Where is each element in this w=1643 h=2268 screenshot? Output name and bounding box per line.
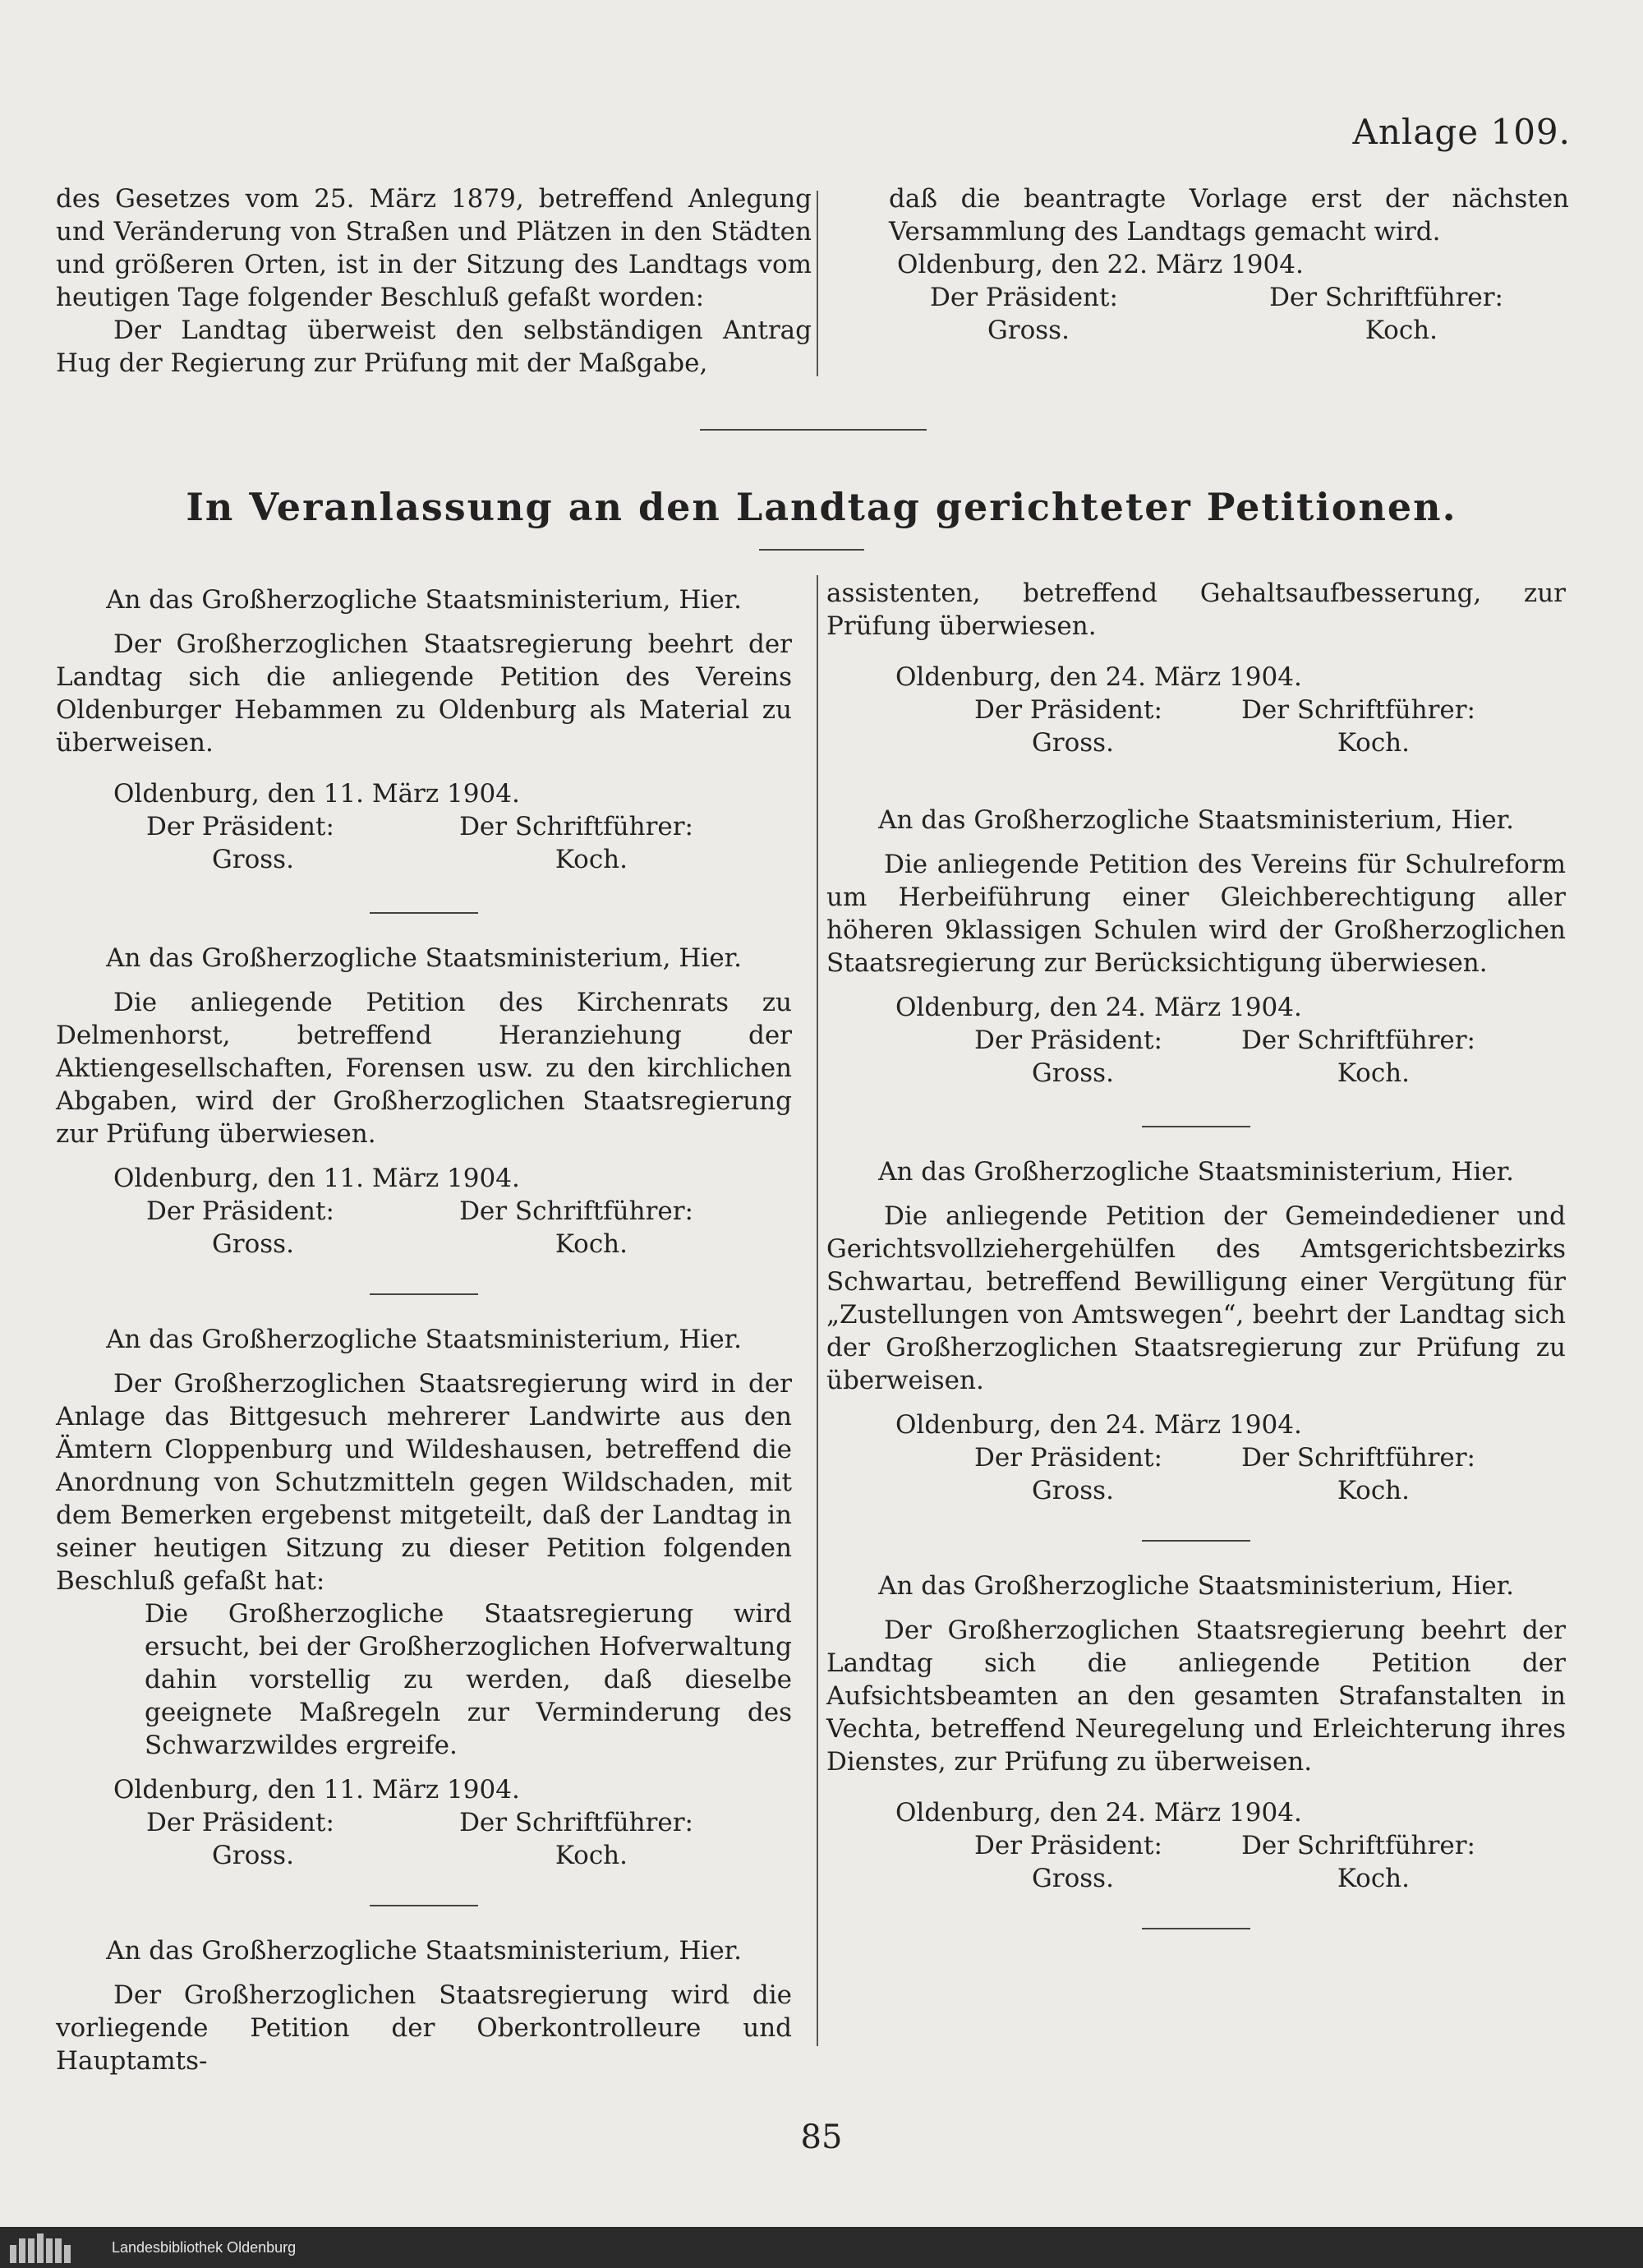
petition-body: Die anliegende Petition des Vereins für Schulreform um Herbeiführung einer Gleichberechtigung aller höheren 9klassigen Schulen wird der Großherzoglichen Staatsregierung zur Berücksichtigung überwiesen. [826,850,1566,978]
secretary-label: Der Schriftführer: [1241,695,1475,725]
top-left-paragraph-2: Der Landtag überweist den selbständigen Antrag Hug der Regierung zur Prüfung mit der Maßgabe, [56,316,812,378]
signature-names [826,1474,1566,1507]
top-right-paragraph: daß die beantragte Vorlage erst der nächsten Versammlung des Landtags gemacht wird. [889,184,1569,247]
petition-separator [1142,1928,1250,1929]
president-label: Der Präsident: [930,283,1118,312]
petition-separator [370,912,478,914]
president-name: Gross. [1032,1058,1114,1088]
signature-names [826,726,1566,759]
petition-date: Oldenburg, den 24. März 1904. [895,662,1302,692]
library-name: Landesbibliothek Oldenburg [112,2238,297,2256]
section-title: In Veranlassung an den Landtag gerichteter Petitionen. [186,485,1457,529]
signature-names [56,1228,792,1261]
secretary-name: Koch. [1337,1058,1410,1088]
president-name: Gross. [212,1841,294,1870]
address-line: An das Großherzogliche Staatsministerium, Hier. [106,585,742,615]
petition-date: Oldenburg, den 11. März 1904. [113,1164,520,1193]
title-rule [759,549,864,551]
secretary-label: Der Schriftführer: [1241,1443,1475,1473]
signature-names [826,1057,1566,1090]
top-column-divider [817,191,818,376]
top-right-column [889,182,1569,347]
column-divider [817,575,818,2046]
top-signature-names [889,314,1569,347]
signature-names [56,1839,792,1872]
secretary-name: Koch. [1337,1864,1410,1893]
secretary-label: Der Schriftführer: [459,1808,693,1837]
secretary-name: Koch. [555,845,628,874]
resolution-quote: Die Großherzogliche Staatsregierung wird ersucht, bei der Großherzoglichen Hofverwaltung dahin vorstellig zu werden, daß dieselbe geeignete Maßregeln zur Verminderung des Schwarzwildes ergreife. [145,1599,792,1760]
secretary-name: Koch. [1365,316,1438,345]
right-column [826,577,1566,1929]
annex-label: Anlage 109. [1352,112,1571,152]
page-number: 85 [800,2118,843,2156]
president-label: Der Präsident: [974,1831,1162,1860]
president-label: Der Präsident: [974,1443,1162,1473]
secretary-label: Der Schriftführer: [1241,1831,1475,1860]
petition-body: Der Großherzoglichen Staatsregierung beehrt der Landtag sich die anliegende Petition des Vereins Oldenburger Hebammen zu Oldenburg als Material zu überweisen. [56,629,792,758]
president-name: Gross. [212,1229,294,1259]
signature-labels [826,1829,1566,1862]
address-line: An das Großherzogliche Staatsministerium, Hier. [878,805,1514,835]
president-label: Der Präsident: [974,695,1162,725]
petition-body: Der Großherzoglichen Staatsregierung wird die vorliegende Petition der Oberkontrolleure und Hauptamts- [56,1980,792,2076]
top-right-date: Oldenburg, den 22. März 1904. [897,250,1304,279]
petition-date: Oldenburg, den 11. März 1904. [113,779,520,809]
top-separator-rule [700,429,927,431]
top-left-paragraph-1: des Gesetzes vom 25. März 1879, betreffend Anlegung und Veränderung von Straßen und Plätzen in den Städten und größeren Orten, ist in der Sitzung des Landtags vom heutigen Tage folgender Beschluß gefaßt worden: [56,184,812,312]
petition-separator [370,1905,478,1906]
secretary-name: Koch. [1337,728,1410,758]
secretary-name: Koch. [555,1841,628,1870]
address-line: An das Großherzogliche Staatsministerium, Hier. [106,1325,742,1354]
president-name: Gross. [1032,728,1114,758]
left-column [56,577,792,2077]
signature-labels [56,1806,792,1839]
secretary-name: Koch. [555,1229,628,1259]
signature-labels [826,1024,1566,1057]
signature-labels [56,810,792,843]
signature-labels [826,694,1566,726]
secretary-name: Koch. [1337,1476,1410,1505]
petition-body: Die anliegende Petition der Gemeindediener und Gerichtsvollziehergehülfen des Amtsgerichtsbezirks Schwartau, betreffend Bewilligung einer Vergütung für „Zustellungen von Amtswegen“, beehrt der Landtag sich der Großherzoglichen Staatsregierung zur Prüfung zu überweisen. [826,1201,1566,1395]
signature-names [56,843,792,876]
petition-separator [1142,1540,1250,1542]
president-label: Der Präsident: [974,1026,1162,1055]
top-left-column [56,182,812,380]
library-building-icon [10,2232,100,2263]
petition-date: Oldenburg, den 11. März 1904. [113,1775,520,1805]
address-line: An das Großherzogliche Staatsministerium, Hier. [878,1157,1514,1187]
library-footer [0,2227,1643,2268]
petition-separator [370,1293,478,1295]
secretary-label: Der Schriftführer: [459,1196,693,1226]
secretary-label: Der Schriftführer: [1241,1026,1475,1055]
president-name: Gross. [1032,1476,1114,1505]
petition-body: assistenten, betreffend Gehaltsaufbesserung, zur Prüfung überwiesen. [826,579,1566,641]
president-label: Der Präsident: [146,812,334,841]
address-line: An das Großherzogliche Staatsministerium, Hier. [878,1571,1514,1601]
president-name: Gross. [1032,1864,1114,1893]
secretary-label: Der Schriftführer: [1269,283,1503,312]
top-signature-labels [889,281,1569,314]
president-label: Der Präsident: [146,1808,334,1837]
signature-labels [56,1195,792,1228]
address-line: An das Großherzogliche Staatsministerium, Hier. [106,1936,742,1966]
petition-separator [1142,1126,1250,1127]
signature-names [826,1862,1566,1895]
secretary-label: Der Schriftführer: [459,812,693,841]
president-label: Der Präsident: [146,1196,334,1226]
petition-date: Oldenburg, den 24. März 1904. [895,1798,1302,1828]
signature-labels [826,1441,1566,1474]
petition-body: Der Großherzoglichen Staatsregierung beehrt der Landtag sich die anliegende Petition der Aufsichtsbeamten an den gesamten Strafanstalten in Vechta, betreffend Neuregelung und Erleichterung ihres Dienstes, zur Prüfung zu überweisen. [826,1616,1566,1777]
president-name: Gross. [987,316,1070,345]
petition-body: Die anliegende Petition des Kirchenrats zu Delmenhorst, betreffend Heranziehung der Aktiengesellschaften, Forensen usw. zu den kirchlichen Abgaben, wird der Großherzoglichen Staatsregierung zur Prüfung überwiesen. [56,988,792,1149]
address-line: An das Großherzogliche Staatsministerium, Hier. [106,943,742,973]
petition-date: Oldenburg, den 24. März 1904. [895,993,1302,1022]
petition-body: Der Großherzoglichen Staatsregierung wird in der Anlage das Bittgesuch mehrerer Landwirte aus den Ämtern Cloppenburg und Wildeshausen, betreffend die Anordnung von Schutzmitteln gegen Wildschaden, mit dem Bemerken ergebenst mitgeteilt, daß der Landtag in seiner heutigen Sitzung zu dieser Petition folgenden Beschluß gefaßt hat: [56,1369,792,1596]
petition-date: Oldenburg, den 24. März 1904. [895,1410,1302,1440]
president-name: Gross. [212,845,294,874]
